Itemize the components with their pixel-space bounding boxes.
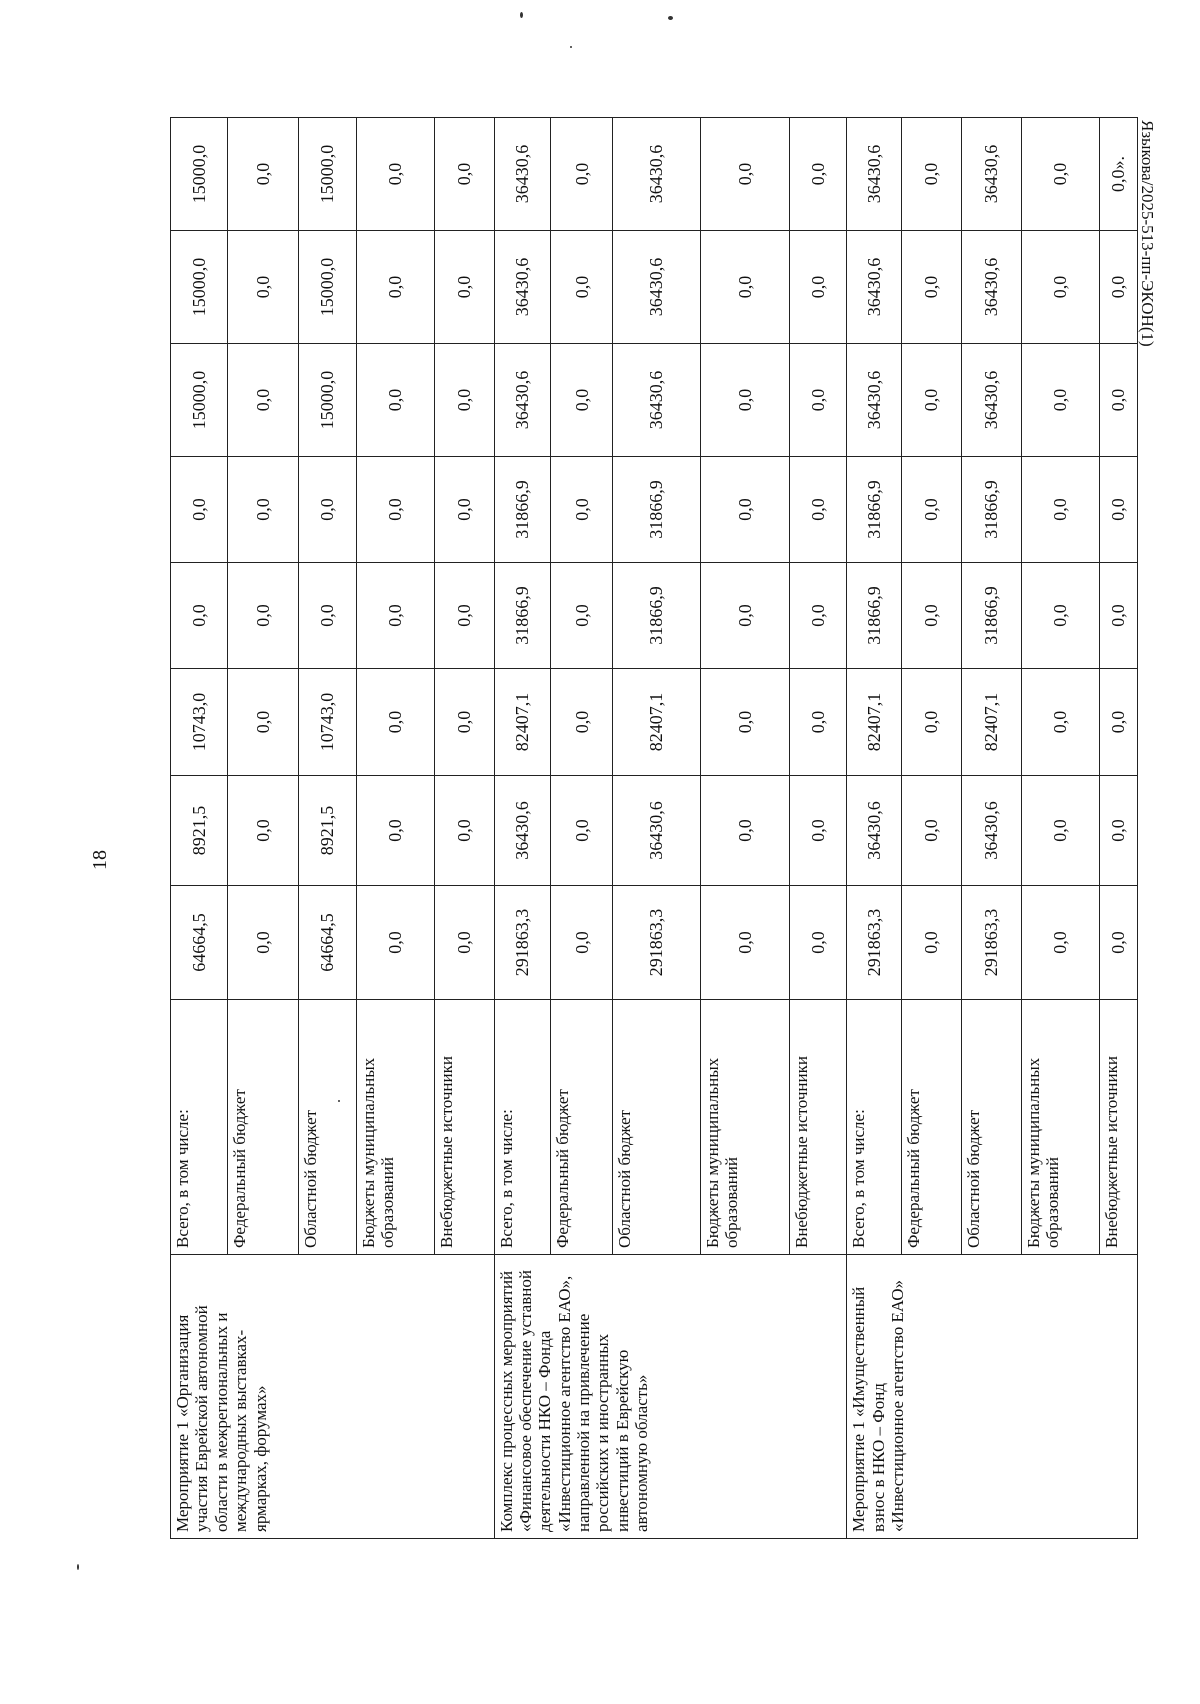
amount-cell: 0,0 <box>700 457 790 563</box>
amount-cell: 82407,1 <box>494 669 551 776</box>
amount-cell: 0,0 <box>901 231 962 344</box>
amount-cell: 0,0 <box>435 344 494 457</box>
funding-source: Внебюджетные источники <box>1099 1000 1137 1255</box>
amount-cell: 0,0 <box>700 231 790 344</box>
amount-cell: 15000,0 <box>171 231 228 344</box>
amount-cell: 64664,5 <box>298 886 356 1000</box>
scan-speck <box>520 12 523 18</box>
scan-speck <box>77 1564 79 1570</box>
amount-cell: 0,0 <box>790 457 847 563</box>
amount-cell: 0,0 <box>1021 344 1099 457</box>
amount-cell: 36430,6 <box>962 118 1021 231</box>
amount-cell: 8921,5 <box>298 776 356 886</box>
amount-cell: 0,0 <box>790 118 847 231</box>
amount-cell: 0,0 <box>1099 669 1137 776</box>
amount-cell: 36430,6 <box>847 231 901 344</box>
amount-cell: 0,0 <box>356 344 434 457</box>
funding-source: Бюджеты муниципальных образований <box>1021 1000 1099 1255</box>
amount-cell: 0,0 <box>356 118 434 231</box>
amount-cell: 0,0 <box>551 886 613 1000</box>
amount-cell: 0,0 <box>551 457 613 563</box>
table-row <box>494 118 551 1539</box>
funding-source: Бюджеты муниципальных образований <box>356 1000 434 1255</box>
amount-cell: 0,0». <box>1099 118 1137 231</box>
amount-cell: 0,0 <box>1099 776 1137 886</box>
amount-cell: 82407,1 <box>962 669 1021 776</box>
amount-cell: 0,0 <box>901 886 962 1000</box>
amount-cell: 0,0 <box>171 563 228 669</box>
amount-cell: 36430,6 <box>613 776 700 886</box>
amount-cell: 0,0 <box>790 886 847 1000</box>
amount-cell: 0,0 <box>356 886 434 1000</box>
amount-cell: 0,0 <box>227 457 298 563</box>
amount-cell: 36430,6 <box>847 344 901 457</box>
amount-cell: 82407,1 <box>613 669 700 776</box>
amount-cell: 0,0 <box>227 669 298 776</box>
amount-cell: 36430,6 <box>847 776 901 886</box>
amount-cell: 0,0 <box>901 776 962 886</box>
amount-cell: 0,0 <box>700 563 790 669</box>
amount-cell: 0,0 <box>227 344 298 457</box>
table-row <box>847 118 901 1539</box>
amount-cell: 291863,3 <box>847 886 901 1000</box>
amount-cell: 0,0 <box>901 344 962 457</box>
funding-source: Федеральный бюджет <box>227 1000 298 1255</box>
funding-source: Областной бюджет <box>298 1000 356 1255</box>
amount-cell: 0,0 <box>551 231 613 344</box>
amount-cell: 0,0 <box>1021 886 1099 1000</box>
amount-cell: 0,0 <box>790 563 847 669</box>
amount-cell: 0,0 <box>227 231 298 344</box>
amount-cell: 0,0 <box>901 563 962 669</box>
amount-cell: 0,0 <box>1099 231 1137 344</box>
amount-cell: 64664,5 <box>171 886 228 1000</box>
amount-cell: 0,0 <box>1021 231 1099 344</box>
amount-cell: 0,0 <box>700 344 790 457</box>
amount-cell: 0,0 <box>901 118 962 231</box>
amount-cell: 15000,0 <box>298 118 356 231</box>
funding-source: Всего, в том числе: <box>494 1000 551 1255</box>
amount-cell: 31866,9 <box>962 457 1021 563</box>
amount-cell: 0,0 <box>298 563 356 669</box>
amount-cell: 291863,3 <box>613 886 700 1000</box>
amount-cell: 0,0 <box>790 776 847 886</box>
amount-cell: 0,0 <box>700 669 790 776</box>
amount-cell: 0,0 <box>790 231 847 344</box>
amount-cell: 10743,0 <box>171 669 228 776</box>
amount-cell: 0,0 <box>551 563 613 669</box>
amount-cell: 31866,9 <box>613 457 700 563</box>
page-number: 18 <box>89 850 111 870</box>
amount-cell: 0,0 <box>1099 886 1137 1000</box>
amount-cell: 10743,0 <box>298 669 356 776</box>
funding-source: Бюджеты муниципальных образований <box>700 1000 790 1255</box>
funding-source: Всего, в том числе: <box>847 1000 901 1255</box>
amount-cell: 0,0 <box>551 776 613 886</box>
amount-cell: 0,0 <box>790 344 847 457</box>
amount-cell: 0,0 <box>356 776 434 886</box>
funding-source: Областной бюджет <box>962 1000 1021 1255</box>
amount-cell: 36430,6 <box>613 344 700 457</box>
amount-cell: 15000,0 <box>171 344 228 457</box>
amount-cell: 31866,9 <box>613 563 700 669</box>
amount-cell: 36430,6 <box>613 118 700 231</box>
amount-cell: 0,0 <box>1021 776 1099 886</box>
amount-cell: 36430,6 <box>847 118 901 231</box>
amount-cell: 15000,0 <box>298 344 356 457</box>
funding-source: Внебюджетные источники <box>790 1000 847 1255</box>
amount-cell: 0,0 <box>1021 118 1099 231</box>
amount-cell: 36430,6 <box>962 231 1021 344</box>
funding-source: Всего, в том числе: <box>171 1000 228 1255</box>
amount-cell: 0,0 <box>901 457 962 563</box>
amount-cell: 31866,9 <box>847 457 901 563</box>
amount-cell: 0,0 <box>356 563 434 669</box>
amount-cell: 0,0 <box>435 457 494 563</box>
budget-table-wrapper <box>170 118 1138 1539</box>
amount-cell: 15000,0 <box>298 231 356 344</box>
amount-cell: 36430,6 <box>494 118 551 231</box>
funding-source: Федеральный бюджет <box>901 1000 962 1255</box>
amount-cell: 0,0 <box>1099 344 1137 457</box>
table-row <box>171 118 228 1539</box>
amount-cell: 8921,5 <box>171 776 228 886</box>
amount-cell: 0,0 <box>435 886 494 1000</box>
amount-cell: 0,0 <box>356 669 434 776</box>
amount-cell: 0,0 <box>551 669 613 776</box>
amount-cell: 0,0 <box>298 457 356 563</box>
activity-name: Мероприятие 1 «Организация участия Еврейской автономной области в межрегиональных и международных выставках-ярмарках, форумах» <box>171 1255 495 1539</box>
amount-cell: 291863,3 <box>494 886 551 1000</box>
amount-cell: 0,0 <box>356 231 434 344</box>
amount-cell: 31866,9 <box>494 457 551 563</box>
amount-cell: 0,0 <box>551 118 613 231</box>
amount-cell: 36430,6 <box>494 344 551 457</box>
funding-source: Внебюджетные источники <box>435 1000 494 1255</box>
amount-cell: 31866,9 <box>494 563 551 669</box>
amount-cell: 36430,6 <box>613 231 700 344</box>
amount-cell: 0,0 <box>901 669 962 776</box>
amount-cell: 0,0 <box>227 118 298 231</box>
amount-cell: 0,0 <box>1021 457 1099 563</box>
amount-cell: 0,0 <box>227 886 298 1000</box>
amount-cell: 0,0 <box>227 776 298 886</box>
funding-source: Федеральный бюджет <box>551 1000 613 1255</box>
amount-cell: 82407,1 <box>847 669 901 776</box>
amount-cell: 0,0 <box>435 231 494 344</box>
amount-cell: 0,0 <box>171 457 228 563</box>
amount-cell: 0,0 <box>435 118 494 231</box>
activity-name: Мероприятие 1 «Имущественный взнос в НКО – Фонд «Инвестиционное агентство ЕАО» <box>847 1255 1138 1539</box>
amount-cell: 0,0 <box>435 563 494 669</box>
amount-cell: 36430,6 <box>962 344 1021 457</box>
amount-cell: 36430,6 <box>494 776 551 886</box>
amount-cell: 0,0 <box>435 669 494 776</box>
amount-cell: 0,0 <box>1099 457 1137 563</box>
amount-cell: 0,0 <box>551 344 613 457</box>
amount-cell: 36430,6 <box>494 231 551 344</box>
amount-cell: 0,0 <box>790 669 847 776</box>
amount-cell: 36430,6 <box>962 776 1021 886</box>
amount-cell: 31866,9 <box>847 563 901 669</box>
amount-cell: 0,0 <box>227 563 298 669</box>
amount-cell: 0,0 <box>1099 563 1137 669</box>
amount-cell: 15000,0 <box>171 118 228 231</box>
amount-cell: 0,0 <box>1021 563 1099 669</box>
amount-cell: 0,0 <box>435 776 494 886</box>
scan-speck <box>668 16 673 20</box>
amount-cell: 0,0 <box>700 776 790 886</box>
activity-name: Комплекс процессных мероприятий «Финансовое обеспечение уставной деятельности НКО – Фонда «Инвестиционное агентство ЕАО», направленной на привлечение российских и иностранных инвестиций в Еврейскую автономную область» <box>494 1255 847 1539</box>
amount-cell: 0,0 <box>356 457 434 563</box>
amount-cell: 0,0 <box>700 886 790 1000</box>
funding-source: Областной бюджет <box>613 1000 700 1255</box>
amount-cell: 291863,3 <box>962 886 1021 1000</box>
budget-table <box>170 117 1138 1539</box>
amount-cell: 31866,9 <box>962 563 1021 669</box>
document-id: Языкова/2025-513-пп-ЭКОН(1) <box>1138 120 1157 347</box>
amount-cell: 0,0 <box>1021 669 1099 776</box>
amount-cell: 0,0 <box>700 118 790 231</box>
scan-speck <box>570 46 572 48</box>
